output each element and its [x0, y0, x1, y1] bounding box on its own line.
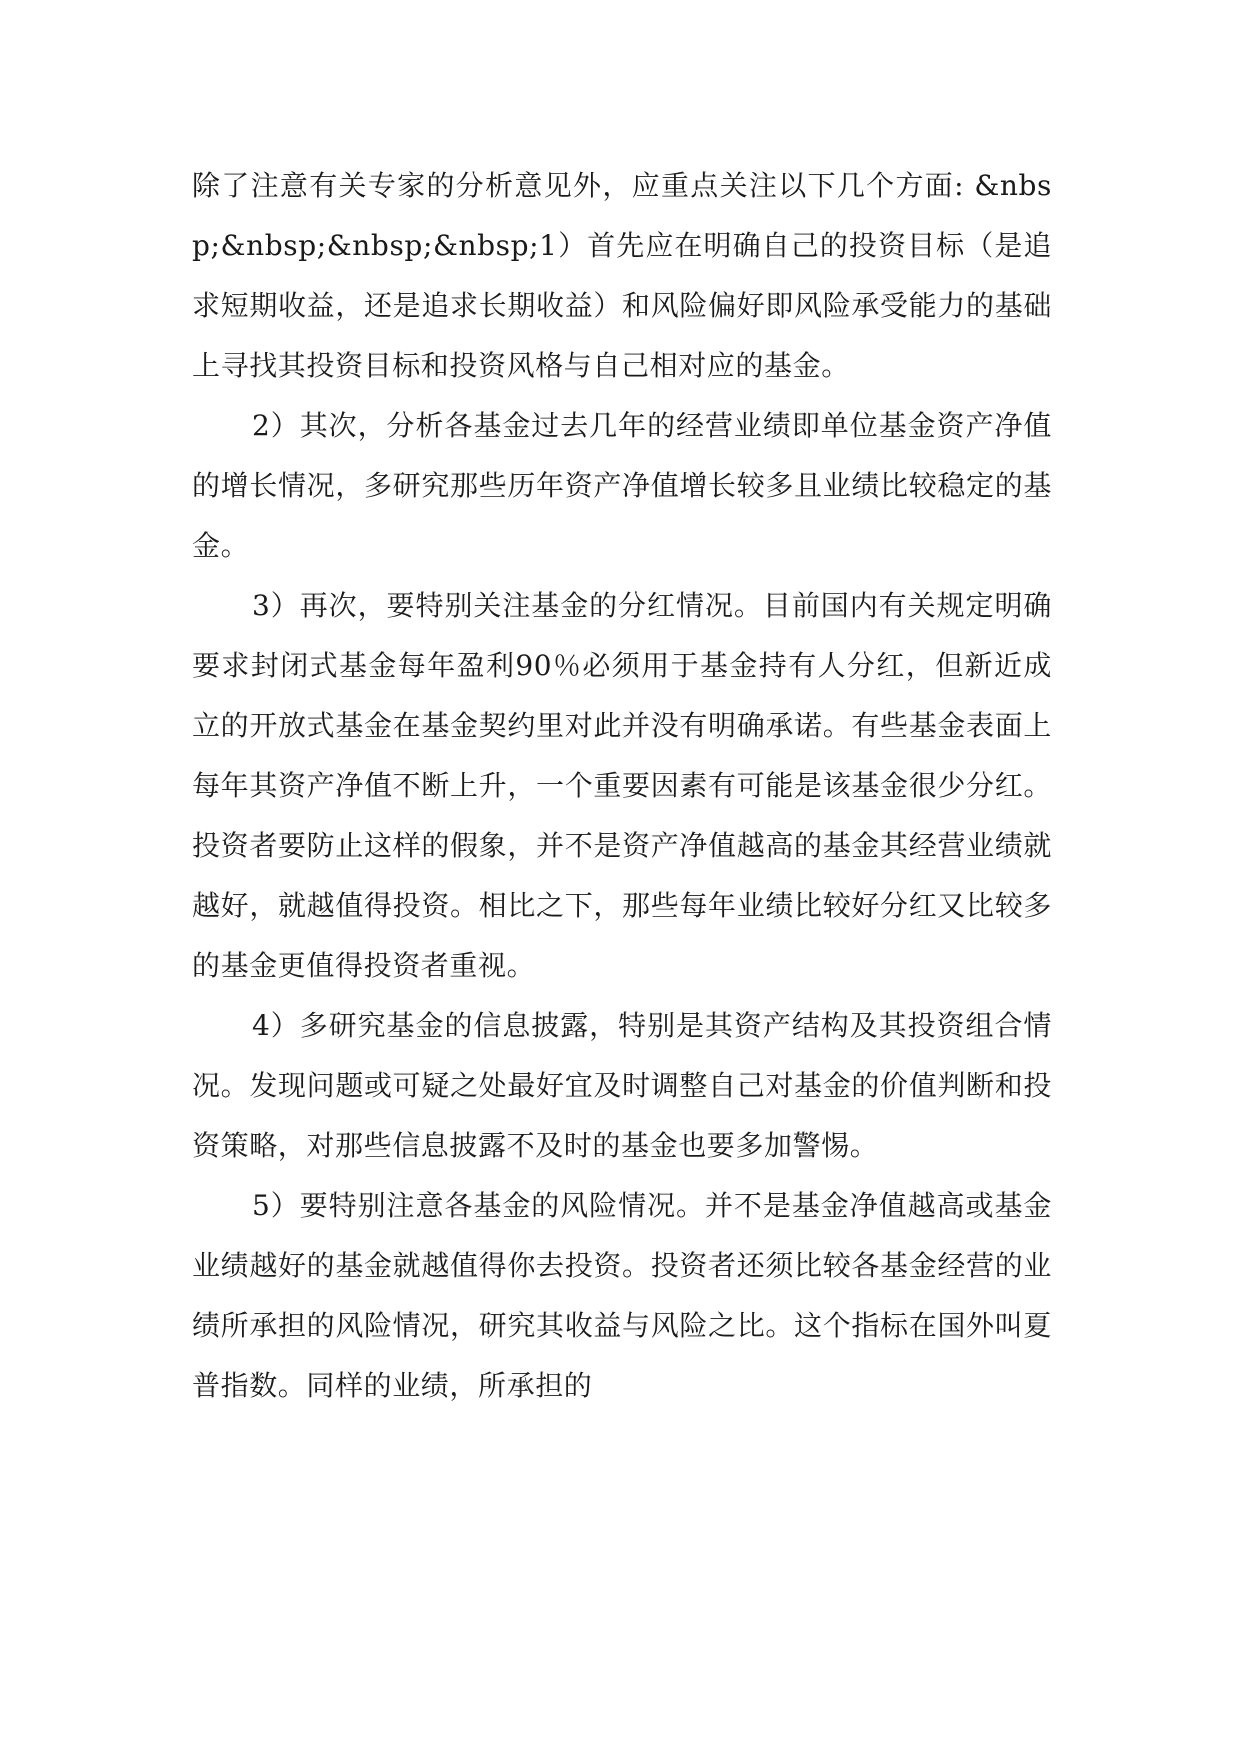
- paragraph-item-3: 3）再次，要特别关注基金的分红情况。目前国内有关规定明确要求封闭式基金每年盈利90％必须用于基金持有人分红，但新近成立的开放式基金在基金契约里对此并没有明确承诺。有些基金表面上每年其资产净值不断上升，一个重要因素有可能是该基金很少分红。投资者要防止这样的假象，并不是资产净值越高的基金其经营业绩就越好，就越值得投资。相比之下，那些每年业绩比较好分红又比较多的基金更值得投资者重视。: [192, 589, 1052, 982]
- paragraph-item-2: 2）其次，分析各基金过去几年的经营业绩即单位基金资产净值的增长情况，多研究那些历年资产净值增长较多且业绩比较稳定的基金。: [192, 409, 1052, 562]
- paragraph-intro: 除了注意有关专家的分析意见外，应重点关注以下几个方面: &nbsp;&nbsp;&nbsp;&nbsp;1）首先应在明确自己的投资目标（是追求短期收益，还是追求长期收益）和风险偏好即风险承受能力的基础上寻找其投资目标和投资风格与自己相对应的基金。: [192, 169, 1052, 382]
- document-body: [192, 156, 1052, 1416]
- paragraph-item-4: 4）多研究基金的信息披露，特别是其资产结构及其投资组合情况。发现问题或可疑之处最好宜及时调整自己对基金的价值判断和投资策略，对那些信息披露不及时的基金也要多加警惕。: [192, 1009, 1052, 1162]
- paragraph-item-5: 5）要特别注意各基金的风险情况。并不是基金净值越高或基金业绩越好的基金就越值得你去投资。投资者还须比较各基金经营的业绩所承担的风险情况，研究其收益与风险之比。这个指标在国外叫夏普指数。同样的业绩，所承担的: [192, 1189, 1052, 1402]
